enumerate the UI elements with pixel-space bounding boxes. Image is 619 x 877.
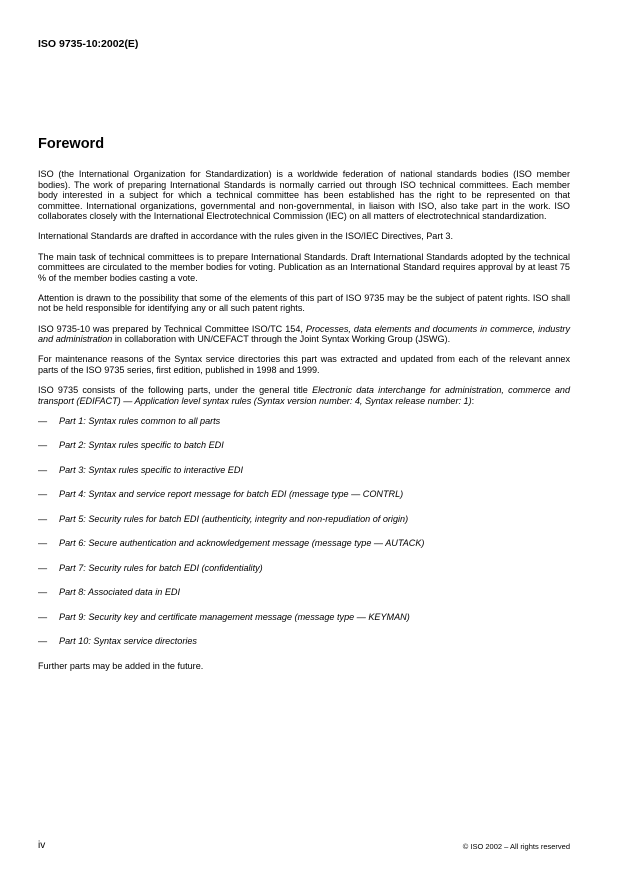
section-title: Foreword (38, 136, 105, 152)
part-title: Part 7: Security rules for batch EDI (confidentiality) (59, 562, 263, 573)
paragraph-committee-task: The main task of technical committees is to prepare International Standards. Draft International Standards adopted by the technical committees are circulated to the member bodies for voting. Publication as an International Standard requires approval by at least 75 % of the member bodies casting a vote. (38, 251, 570, 283)
series-intro-text: ISO 9735 consists of the following parts, under the general title (38, 384, 313, 395)
list-dash: — (38, 611, 48, 622)
list-dash: — (38, 415, 48, 426)
list-item (38, 612, 570, 637)
list-item (38, 489, 570, 514)
list-item (38, 538, 570, 563)
list-item (38, 563, 570, 588)
prepared-by-suffix: in collaboration with UN/CEFACT through the Joint Syntax Working Group (JSWG). (112, 334, 451, 345)
part-title: Part 9: Security key and certificate management message (message type — KEYMAN) (59, 611, 410, 622)
parts-list (38, 416, 570, 661)
committee-title: Processes, data elements and documents in commerce, industry and administration (38, 323, 570, 345)
list-dash: — (38, 464, 48, 475)
list-item (38, 587, 570, 612)
paragraph-patent-rights: Attention is drawn to the possibility that some of the elements of this part of ISO 9735 may be the subject of patent rights. ISO shall not be held responsible for identifying any or all such patent rights. (38, 292, 570, 314)
paragraph-prepared-by (38, 324, 570, 345)
list-dash: — (38, 636, 48, 647)
list-dash: — (38, 489, 48, 500)
prepared-by-text: ISO 9735-10 was prepared by Technical Committee ISO/TC 154, (38, 323, 306, 334)
part-title: Part 2: Syntax rules specific to batch EDI (59, 440, 224, 451)
list-dash: — (38, 562, 48, 573)
list-dash: — (38, 513, 48, 524)
list-item (38, 416, 570, 441)
paragraph-iso-description: ISO (the International Organization for Standardization) is a worldwide federation of national standards bodies (ISO member bodies). The work of preparing International Standards is normally carried out through ISO technical committees. Each member body interested in a subject for which a technical committee has been established has the right to be represented on that committee. International organizations, governmental and non-governmental, in liaison with ISO, also take part in the work. ISO collaborates closely with the International Electrotechnical Commission (IEC) on all matters of electrotechnical standardization. (38, 169, 570, 222)
copyright-notice: © ISO 2002 – All rights reserved (462, 842, 570, 851)
foreword-body (38, 169, 570, 681)
part-title: Part 10: Syntax service directories (59, 636, 197, 647)
part-title: Part 6: Secure authentication and acknowledgement message (message type — AUTACK) (59, 538, 425, 549)
part-title: Part 8: Associated data in EDI (59, 587, 180, 598)
paragraph-directives: International Standards are drafted in accordance with the rules given in the ISO/IEC Directives, Part 3. (38, 231, 453, 242)
page-number: iv (38, 840, 46, 851)
series-colon: : (471, 395, 475, 406)
list-item (38, 636, 570, 661)
series-general-title: Electronic data interchange for administration, commerce and transport (EDIFACT) — Application level syntax rules (Syntax version number: 4, Syntax release number: 1) (38, 384, 571, 406)
list-dash: — (38, 440, 48, 451)
list-item (38, 514, 570, 539)
part-title: Part 5: Security rules for batch EDI (authenticity, integrity and non-repudiation of origin) (59, 513, 409, 524)
paragraph-series-parts (38, 385, 570, 406)
list-item (38, 465, 570, 490)
list-item (38, 440, 570, 465)
paragraph-maintenance: For maintenance reasons of the Syntax service directories this part was extracted and updated from each of the relevant annex parts of the ISO 9735 series, first edition, published in 1998 and 1999. (38, 354, 570, 375)
part-title: Part 1: Syntax rules common to all parts (59, 415, 221, 426)
part-title: Part 4: Syntax and service report message for batch EDI (message type — CONTRL) (59, 489, 404, 500)
list-dash: — (38, 587, 48, 598)
list-dash: — (38, 538, 48, 549)
paragraph-further-parts: Further parts may be added in the future. (38, 660, 204, 671)
part-title: Part 3: Syntax rules specific to interactive EDI (59, 464, 243, 475)
document-id-header: ISO 9735-10:2002(E) (38, 38, 139, 50)
